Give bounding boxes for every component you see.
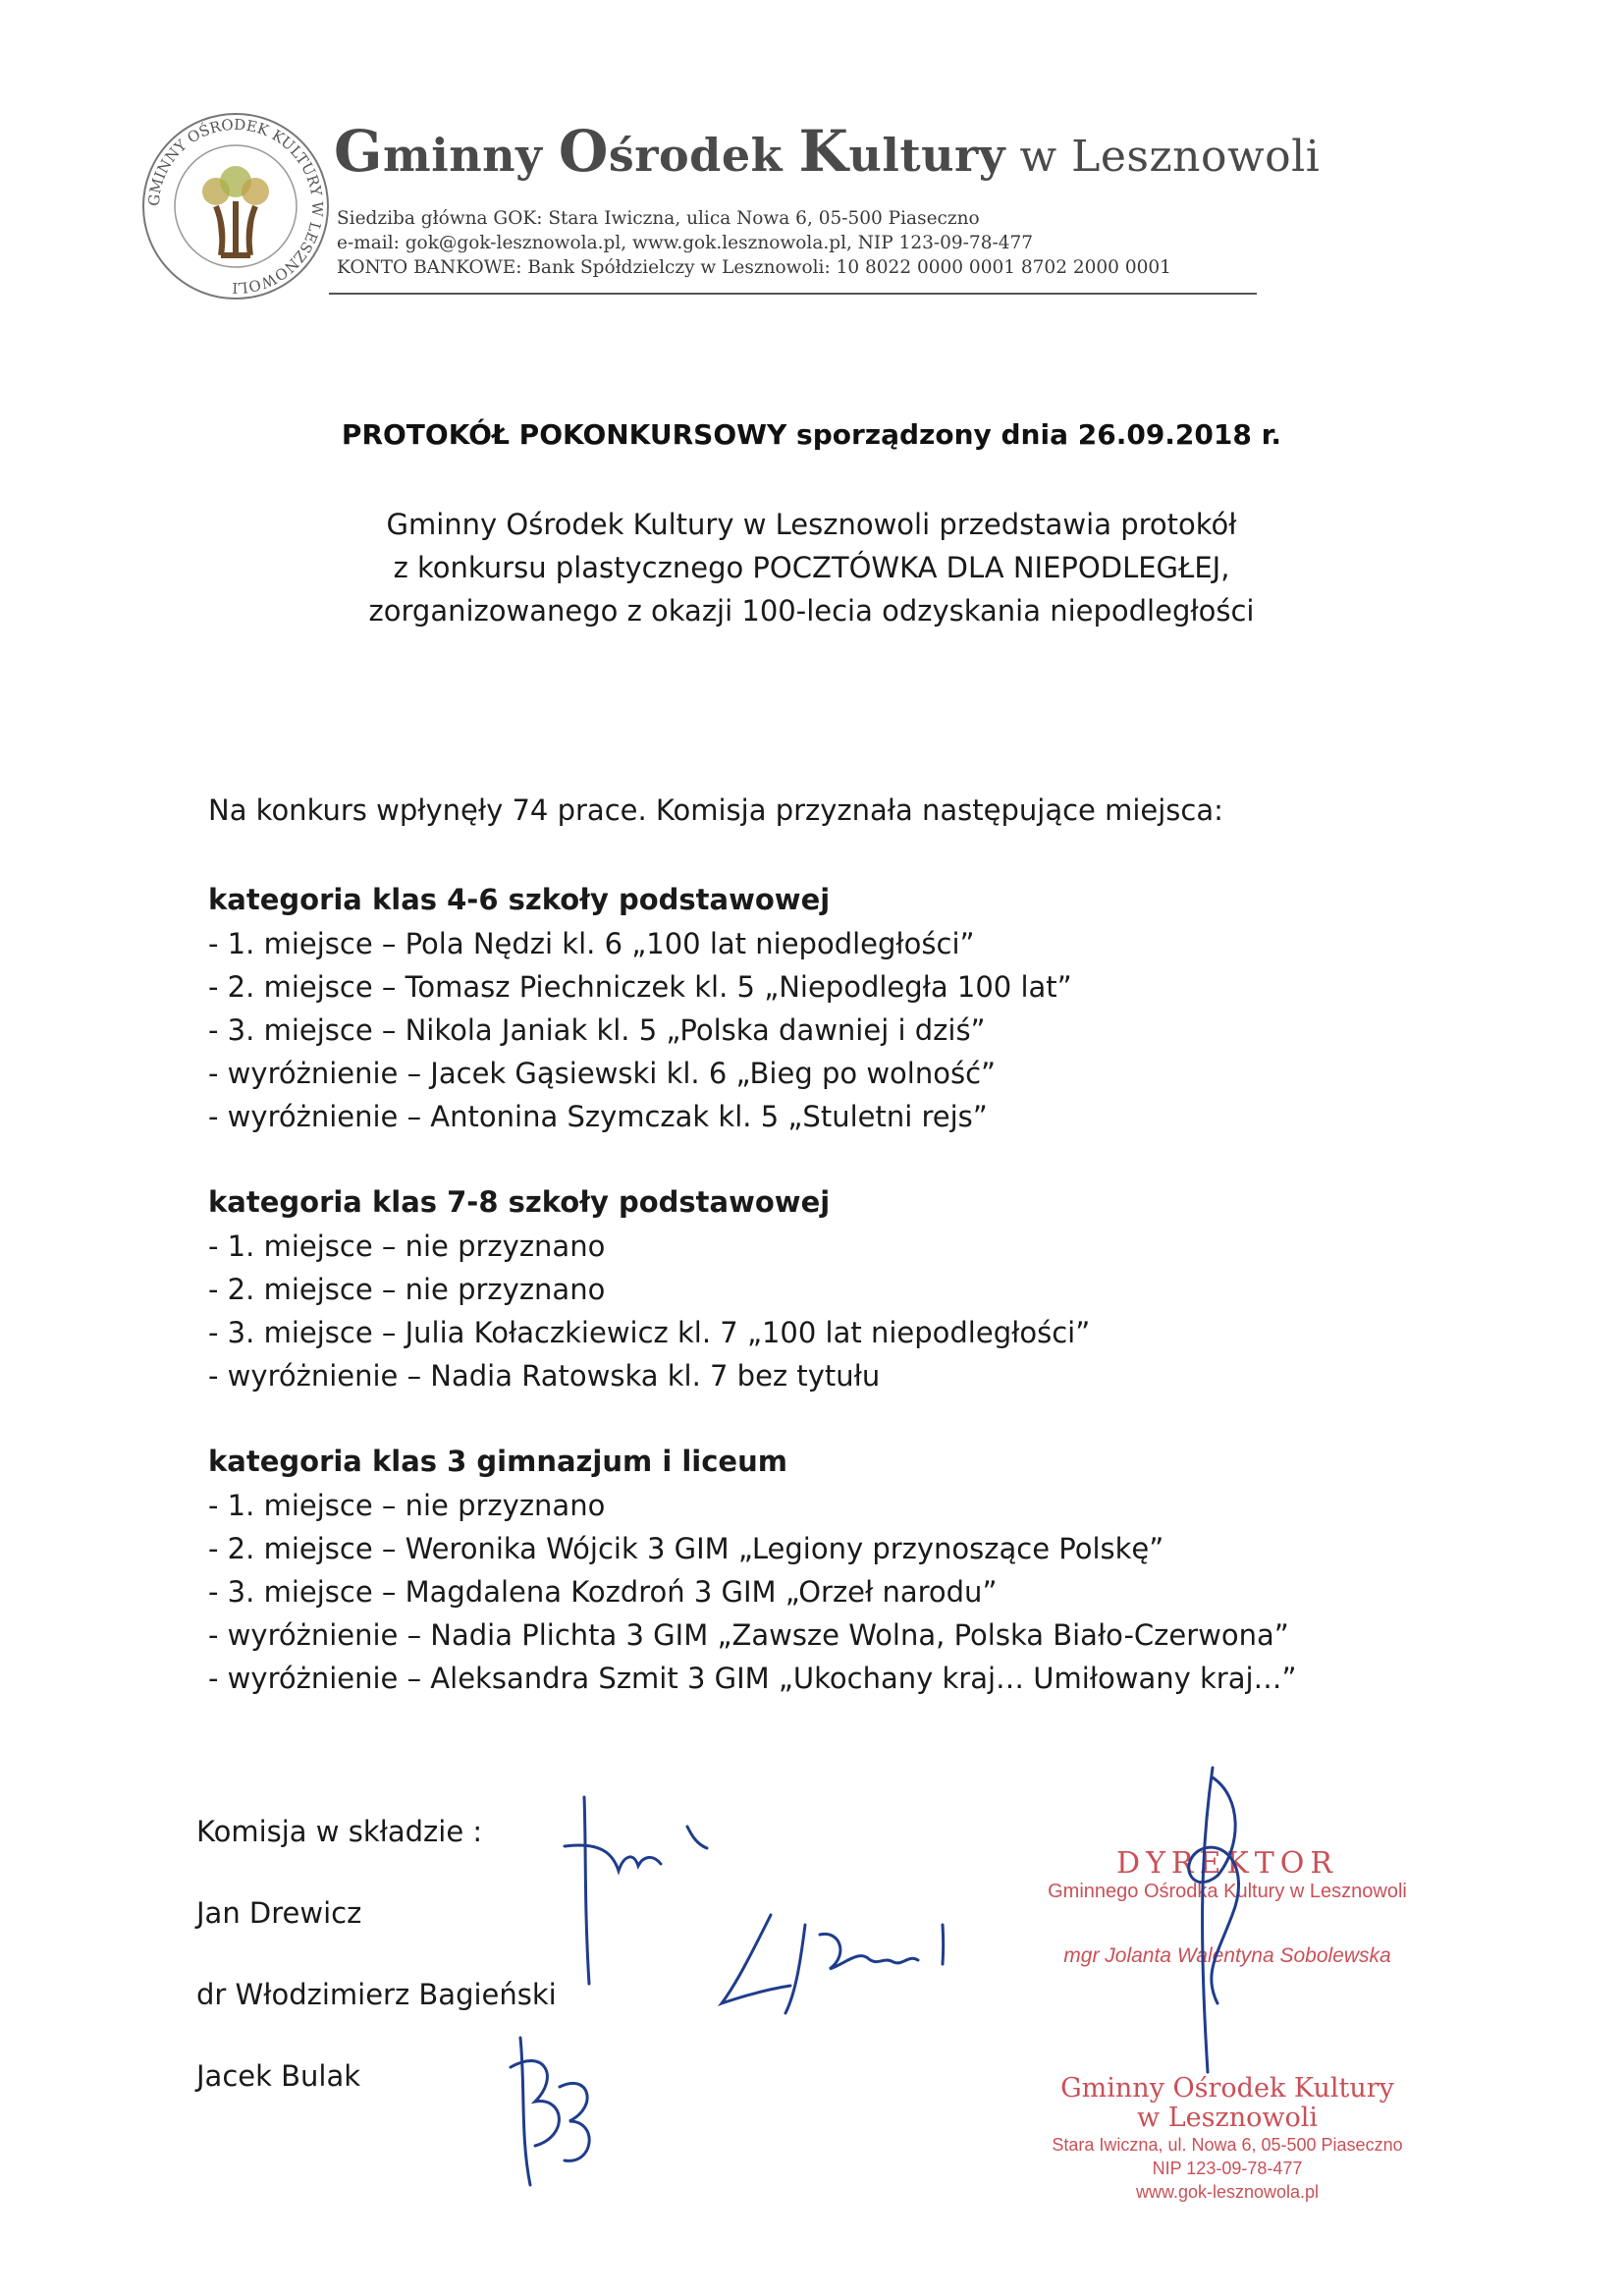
commission-member: Jacek Bulak [196,2059,361,2093]
stamp-organization: Gminnego Ośrodka Kultury w Lesznowoli [1048,1881,1407,1902]
intro-line: z konkursu plastycznego POCZTÓWKA DLA NIEPODLEGŁEJ, [393,551,1230,584]
category-title: kategoria klas 7-8 szkoły podstawowej [208,1185,831,1219]
intro-line: Gminny Ośrodek Kultury w Lesznowoli przedstawia protokół [386,508,1237,541]
signature-drewicz [545,1787,712,2003]
commission-member: dr Włodzimierz Bagieński [196,1978,557,2011]
stamp-director-name: mgr Jolanta Walentyna Sobolewska [1063,1944,1391,1967]
stamp-title: DYREKTOR [1116,1846,1338,1881]
award-item: - wyróżnienie – Nadia Ratowska kl. 7 bez tytułu [208,1359,881,1393]
letterhead-rule [329,293,1257,295]
award-item: - 3. miejsce – Magdalena Kozdroń 3 GIM „Orzeł narodu” [208,1575,998,1609]
category-block [208,1180,1297,1397]
award-item: - 1. miejsce – nie przyznano [208,1489,606,1522]
award-item: - wyróżnienie – Aleksandra Szmit 3 GIM „Ukochany kraj… Umiłowany kraj…” [208,1662,1297,1695]
letterhead-email: e-mail: gok@gok-lesznowola.pl, www.gok.lesznowola.pl, NIP 123-09-78-477 [337,233,1034,253]
award-item: - wyróżnienie – Nadia Plichta 3 GIM „Zawsze Wolna, Polska Biało-Czerwona” [208,1618,1289,1652]
award-item: - 2. miejsce – Weronika Wójcik 3 GIM „Legiony przynoszące Polskę” [208,1532,1164,1565]
letterhead-contact [337,206,1171,280]
letterhead-bank: KONTO BANKOWE: Bank Spółdzielczy w Lesznowoli: 10 8022 0000 0001 8702 2000 0001 [337,257,1171,278]
commission-label: Komisja w składzie : [196,1815,483,1848]
award-item: - wyróżnienie – Antonina Szymczak kl. 5 „Stuletni rejs” [208,1100,988,1133]
signature-bagienski [712,1895,987,2023]
award-item: - 1. miejsce – Pola Nędzi kl. 6 „100 lat niepodległości” [208,927,975,960]
signature-bulak [491,2028,609,2195]
award-item: - wyróżnienie – Jacek Gąsiewski kl. 6 „Bieg po wolność” [208,1057,997,1090]
lead-sentence: Na konkurs wpłynęły 74 prace. Komisja przyznała następujące miejsca: [208,793,1223,827]
organization-seal [137,108,334,304]
award-item: - 2. miejsce – nie przyznano [208,1273,606,1306]
organization-name: Gminny Ośrodek Kultury w Lesznowoli [334,118,1321,185]
letterhead-address: Siedziba główna GOK: Stara Iwiczna, ulica Nowa 6, 05-500 Piaseczno [337,208,980,229]
commission-member: Jan Drewicz [196,1896,362,1930]
stamp2-line: w Lesznowoli [1137,2103,1318,2133]
stamp2-line: NIP 123-09-78-477 [1152,2159,1303,2178]
category-block [208,1440,1297,1700]
award-item: - 3. miejsce – Nikola Janiak kl. 5 „Polska dawniej i dziś” [208,1013,986,1047]
category-block [208,878,1297,1138]
institution-stamp [1021,2074,1434,2204]
intro-line: zorganizowanego z okazji 100-lecia odzyskania niepodległości [368,594,1255,628]
award-item: - 3. miejsce – Julia Kołaczkiewicz kl. 7 „100 lat niepodległości” [208,1316,1091,1349]
signature-director [1144,1758,1281,2082]
stamp2-line: www.gok-lesznowola.pl [1135,2182,1320,2202]
award-item: - 2. miejsce – Tomasz Piechniczek kl. 5 „Niepodległa 100 lat” [208,970,1072,1004]
stamp2-line: Stara Iwiczna, ul. Nowa 6, 05-500 Piaseczno [1052,2135,1403,2155]
results-section [208,793,1297,1742]
category-title: kategoria klas 3 gimnazjum i liceum [208,1445,787,1478]
seal-text: GMINNY OŚRODEK KULTURY W LESZNOWOLI [144,115,327,298]
intro-paragraph [0,503,1623,632]
document-title: PROTOKÓŁ POKONKURSOWY sporządzony dnia 26.09.2018 r. [341,418,1282,451]
category-title: kategoria klas 4-6 szkoły podstawowej [208,883,831,916]
stamp2-line: Gminny Ośrodek Kultury [1060,2073,1394,2104]
award-item: - 1. miejsce – nie przyznano [208,1230,606,1263]
